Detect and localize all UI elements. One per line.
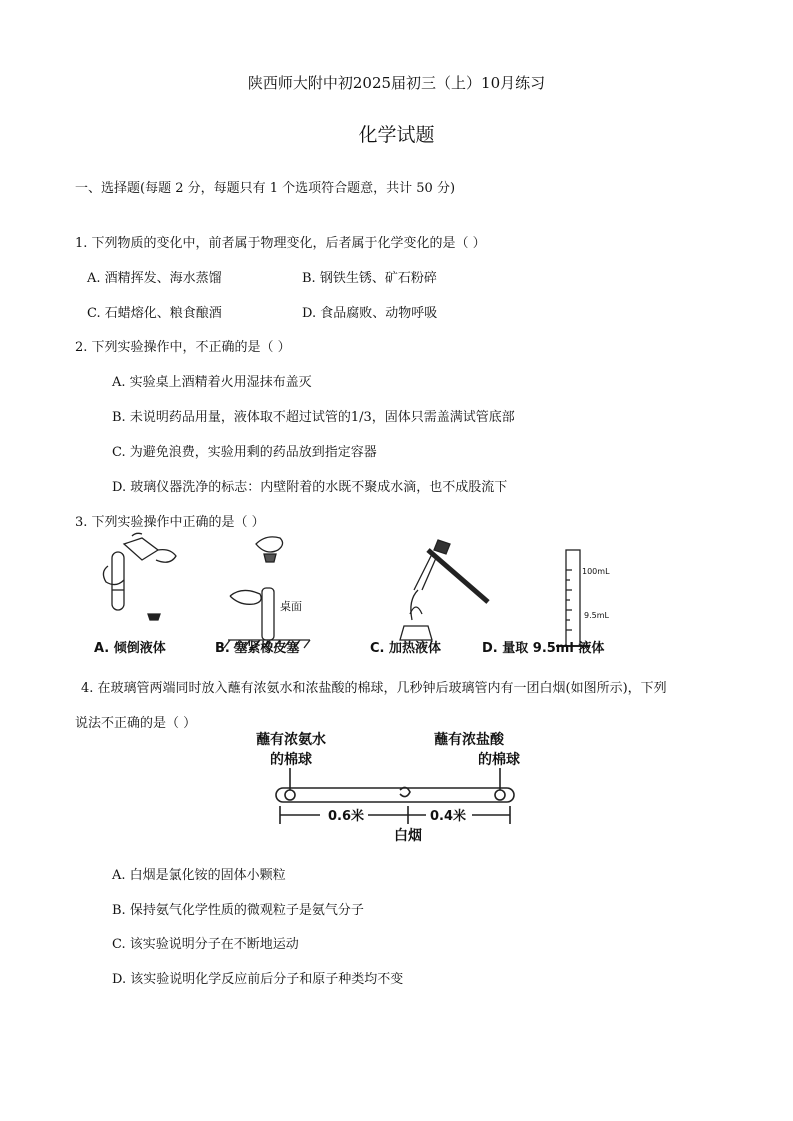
glass-tube <box>276 788 514 802</box>
question-1-stem: 1. 下列物质的变化中，前者属于物理变化，后者属于化学变化的是（ ） <box>75 236 486 251</box>
question-1-option-d: D. 食品腐败、动物呼吸 <box>302 306 438 321</box>
question-4-stem-line1: 4. 在玻璃管两端同时放入蘸有浓氨水和浓盐酸的棉球，几秒钟后玻璃管内有一团白烟(如图所示)，下列 <box>81 681 667 696</box>
left-label-line2: 的棉球 <box>270 752 312 768</box>
left-distance-label: 0.6米 <box>328 809 365 824</box>
question-2-stem: 2. 下列实验操作中，不正确的是（ ） <box>75 340 291 355</box>
question-1-option-c: C. 石蜡熔化、粮食酿酒 <box>87 306 222 321</box>
right-cotton-ball <box>495 790 505 800</box>
figure-a-caption: A. 倾倒液体 <box>94 641 166 656</box>
question-3-stem: 3. 下列实验操作中正确的是（ ） <box>75 515 265 530</box>
right-distance-label: 0.4米 <box>430 809 467 824</box>
question-2-option-d: D. 玻璃仪器洗净的标志：内壁附着的水既不聚成水滴，也不成股流下 <box>112 480 508 495</box>
question-4-option-d: D. 该实验说明化学反应前后分子和原子种类均不变 <box>112 972 404 987</box>
section-heading: 一、选择题(每题 2 分，每题只有 1 个选项符合题意，共计 50 分) <box>75 181 456 196</box>
figure-d-cylinder <box>556 550 590 646</box>
subject-title: 化学试题 <box>358 124 435 146</box>
figure-b-desk-label: 桌面 <box>280 600 302 613</box>
figure-c-caption: C. 加热液体 <box>370 641 442 656</box>
exam-title: 陕西师大附中初2025届初三（上）10月练习 <box>247 74 546 92</box>
figure-d-label-100ml: 100mL <box>582 567 610 576</box>
left-cotton-ball <box>285 790 295 800</box>
figure-d-caption: D. 量取 9.5ml 液体 <box>482 641 605 656</box>
question-2-option-a: A. 实验桌上酒精着火用湿抹布盖灭 <box>112 375 312 390</box>
question-2-option-c: C. 为避免浪费，实验用剩的药品放到指定容器 <box>112 445 377 460</box>
figure-b-caption: B. 塞紧橡皮塞 <box>215 641 300 656</box>
question-1-option-b: B. 钢铁生锈、矿石粉碎 <box>302 271 437 286</box>
right-label-line1: 蘸有浓盐酸 <box>434 732 504 748</box>
figure-d-label-9-5ml: 9.5mL <box>584 611 609 620</box>
right-label-line2: 的棉球 <box>478 752 520 768</box>
figure-b-stopper <box>224 537 310 648</box>
smoke-label: 白烟 <box>394 828 422 844</box>
question-4-option-c: C. 该实验说明分子在不断地运动 <box>112 937 299 952</box>
question-1-option-a: A. 酒精挥发、海水蒸馏 <box>87 271 222 286</box>
figure-c-heating <box>400 540 488 640</box>
question-4-figure <box>248 728 548 848</box>
question-4-option-a: A. 白烟是氯化铵的固体小颗粒 <box>112 868 286 883</box>
question-4-option-b: B. 保持氨气化学性质的微观粒子是氨气分子 <box>112 903 364 918</box>
question-4-stem-line2: 说法不正确的是（ ） <box>75 716 197 731</box>
question-2-option-b: B. 未说明药品用量，液体取不超过试管的1/3，固体只需盖满试管底部 <box>112 410 515 425</box>
figure-a-pouring <box>103 533 176 620</box>
left-label-line1: 蘸有浓氨水 <box>256 732 326 748</box>
